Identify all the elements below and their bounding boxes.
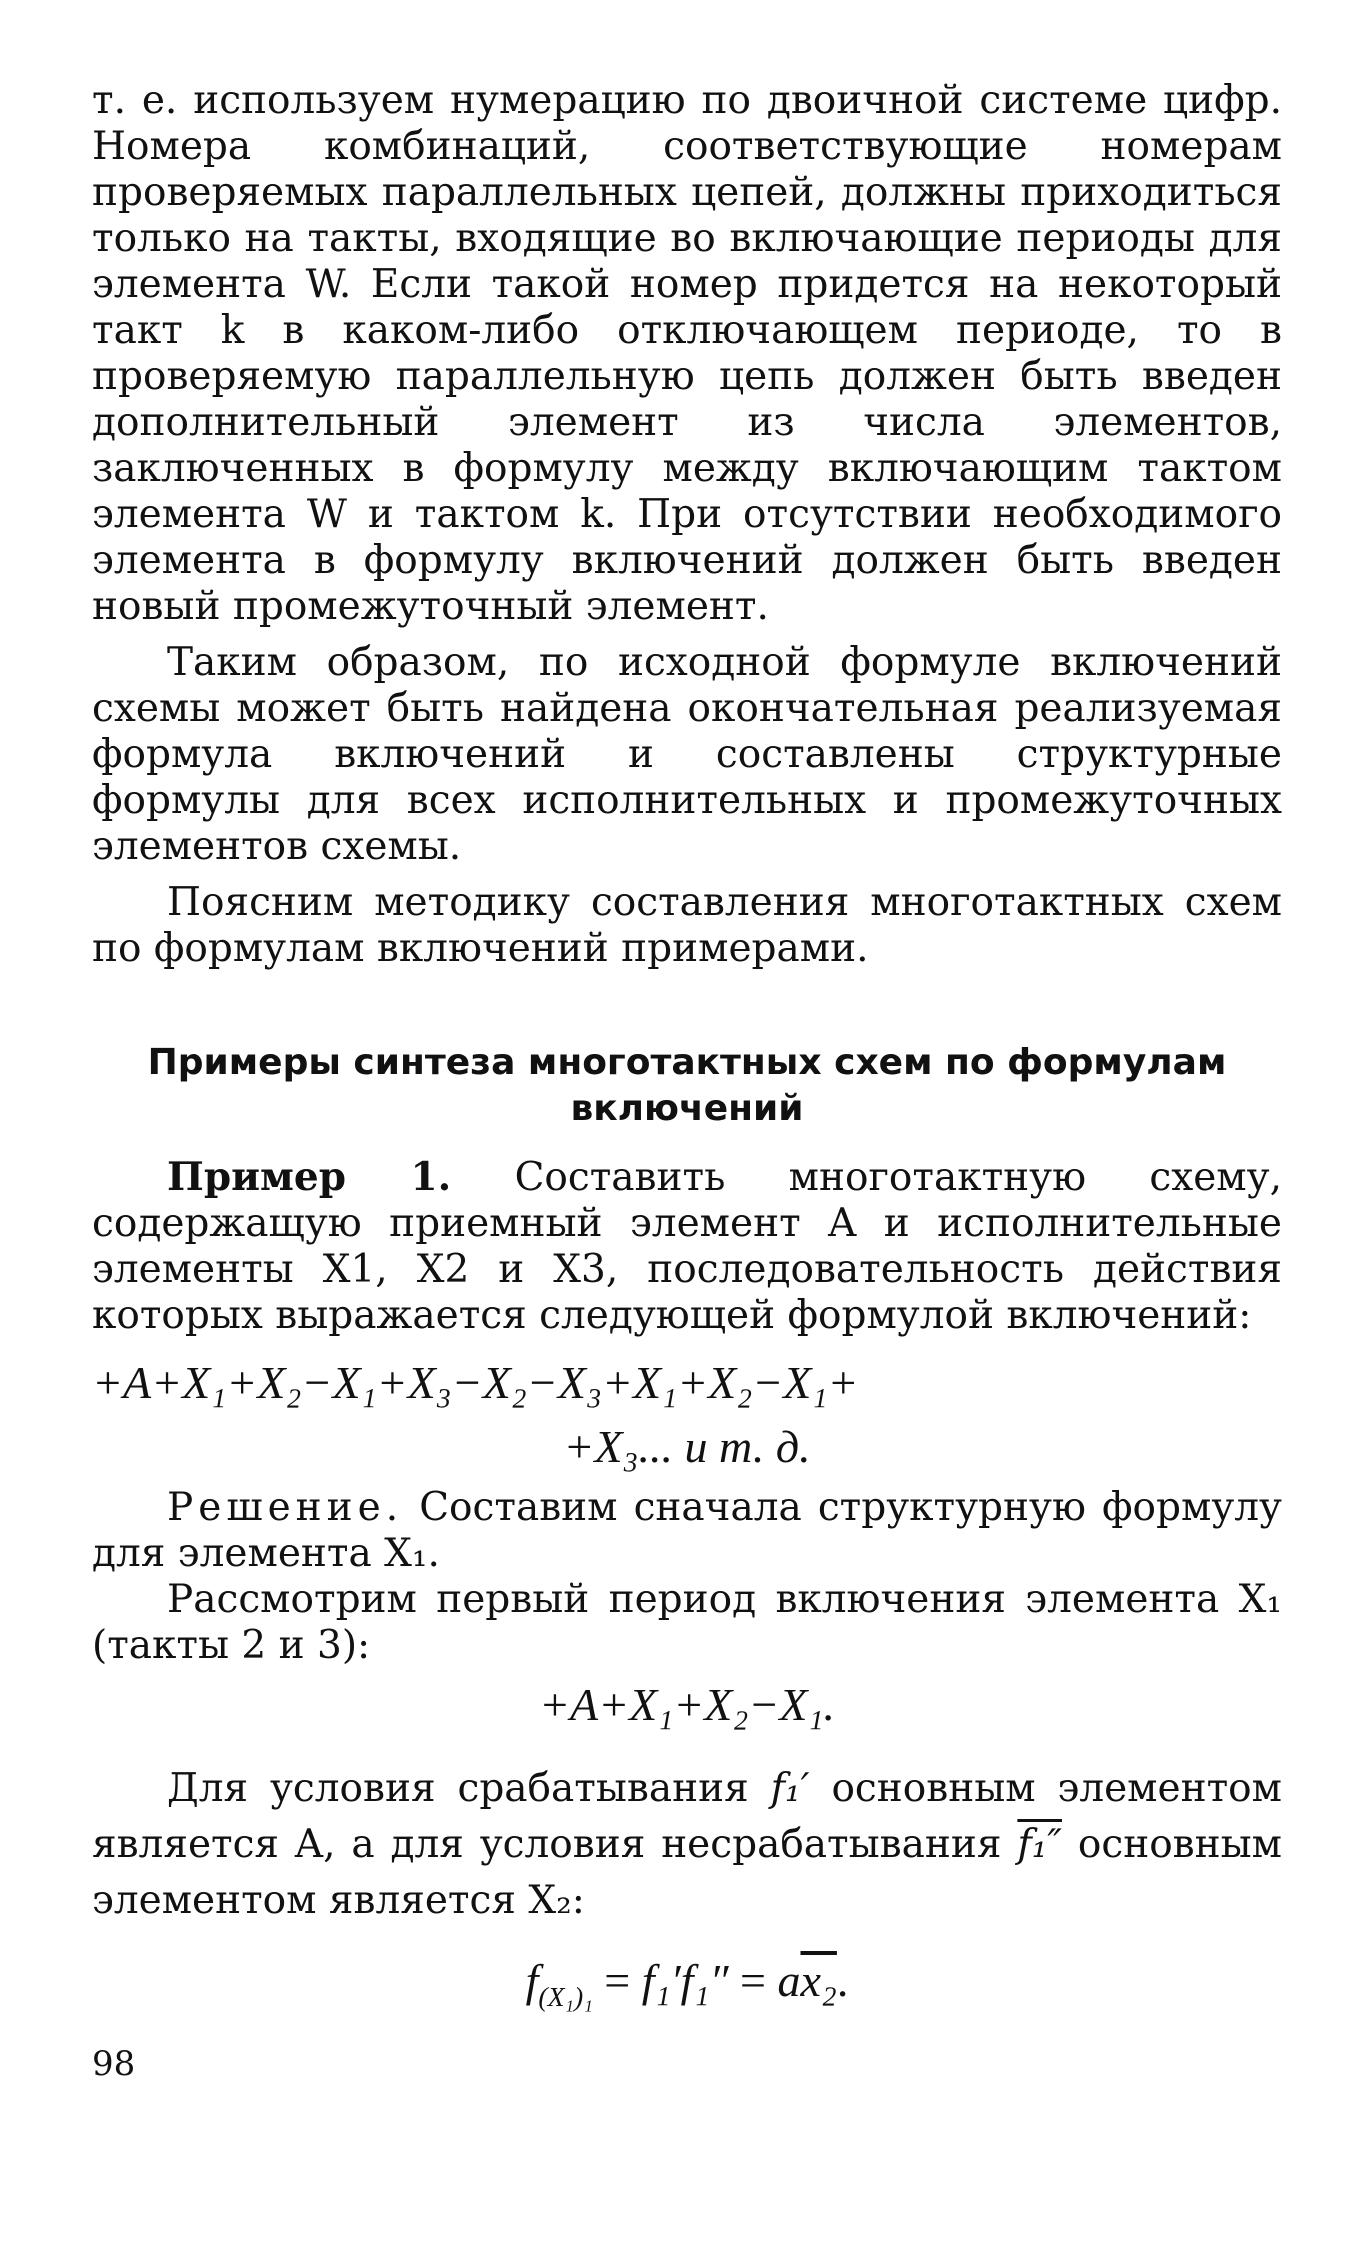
solution-paragraph — [92, 1485, 1282, 1577]
condition-term-2: f₁″ — [1017, 1822, 1062, 1867]
condition-text-1: Для условия срабатывания — [167, 1766, 749, 1811]
paragraph-2: Таким образом, по исходной формуле включений схемы может быть найдена окончательная реализуемая формула включений и составлены структурные формулы для всех исполнительных и промежуточных элементов схемы. — [92, 640, 1282, 869]
result-lhs: f — [525, 1955, 539, 2006]
paragraph-1: т. е. используем нумерацию по двоичной системе цифр. Номера комбинаций, соответствующие номерам проверяемых параллельных цепей, должны приходиться только на такты, входящие во включающие периоды для элемента W. Если такой номер придется на некоторый такт k в каком-либо отключающем периоде, то в проверяемую параллельную цепь должен быть введен дополнительный элемент из числа элементов, заключенных в формулу между включающим тактом элемента W и тактом k. При отсутствии необходимого элемента в формулу включений должен быть введен новый промежуточный элемент. — [92, 78, 1282, 629]
example-label: Пример 1. — [167, 1154, 452, 1200]
condition-paragraph — [92, 1761, 1282, 1929]
result-rhs-2a: a — [777, 1955, 801, 2006]
result-rhs-1: f₁′f₁″ — [641, 1955, 729, 2006]
result-end: . — [836, 1955, 849, 2006]
example-paragraph — [92, 1154, 1282, 1339]
main-formula-line-1: +A+X₁+X₂−X₁+X₃−X₂−X₃+X₁+X₂−X₁+ — [92, 1357, 859, 1408]
result-equals-1: = — [604, 1955, 631, 2006]
result-rhs-2b: x₂ — [800, 1955, 837, 2006]
page-content — [92, 78, 1282, 2033]
page-number: 98 — [92, 2044, 136, 2084]
section-heading: Примеры синтеза многотактных схем по формулам включений — [147, 1042, 1227, 1129]
result-formula — [92, 1953, 1282, 2025]
example-text: Составить многотактную схему, содержащую приемный элемент A и исполнительные элементы X1, X2 и X3, последовательность действия которых выражается следующей формулой включений: — [92, 1155, 1282, 1338]
paragraph-3: Поясним методику составления многотактных схем по формулам включений примерами. — [92, 880, 1282, 971]
condition-text-3: основным элементом является X₂: — [92, 1822, 1282, 1923]
period-paragraph: Рассмотрим первый период включения элемента X₁ (такты 2 и 3): — [92, 1577, 1282, 1668]
result-lhs-subscript: (X₁)₁ — [538, 1981, 593, 2013]
solution-text: Составим сначала структурную формулу для элемента X₁. — [92, 1485, 1282, 1576]
solution-label: Решение. — [167, 1485, 404, 1530]
main-formula-line-2: +X₃... и т. д. — [563, 1421, 811, 1472]
period-formula: +A+X₁+X₂−X₁. — [538, 1679, 836, 1730]
condition-term-1: f₁′ — [770, 1766, 810, 1811]
condition-text-2: основным элементом является A, а для условия несрабатывания — [92, 1766, 1282, 1867]
result-equals-2: = — [740, 1955, 766, 2006]
